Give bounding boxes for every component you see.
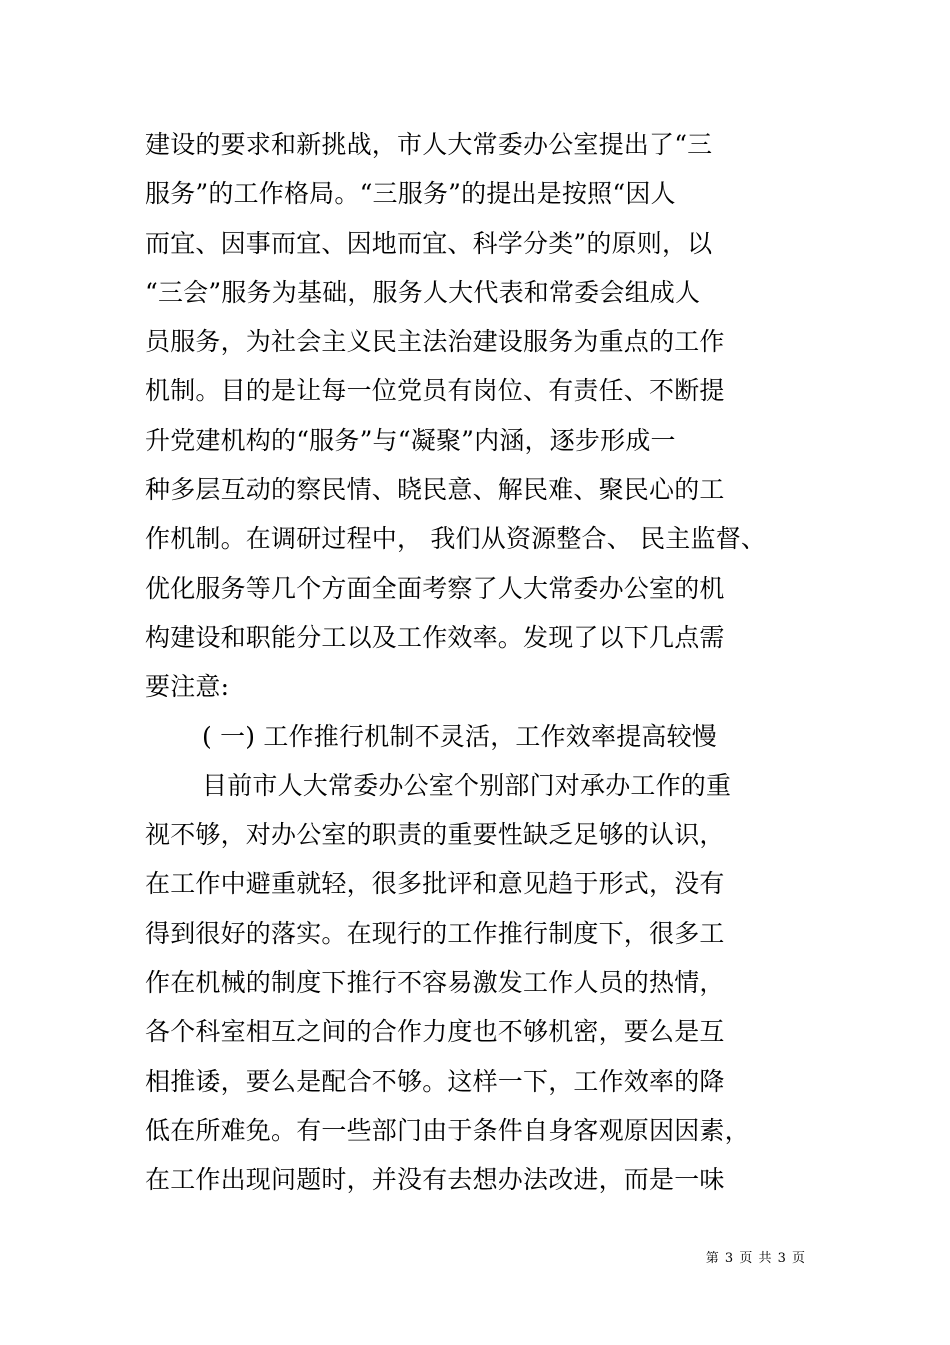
text-line: 作在机械的制度下推行不容易激发工作人员的热情，: [145, 968, 725, 998]
text-line: 员服务，为社会主义民主法治建设服务为重点的工作: [145, 327, 725, 357]
text-line: “三会”服务为基础，服务人大代表和常委会组成人: [145, 277, 701, 307]
text-line: 构建设和职能分工以及工作效率。发现了以下几点需: [145, 622, 725, 652]
section-heading: ( 一) 工作推行机制不灵活，工作效率提高较慢: [202, 721, 718, 751]
text-line: 各个科室相互之间的合作力度也不够机密，要么是互: [145, 1017, 725, 1047]
text-line: 优化服务等几个方面全面考察了人大常委办公室的机: [145, 573, 725, 603]
text-line: 相推诿，要么是配合不够。这样一下，工作效率的降: [145, 1066, 725, 1096]
text-line: 低在所难免。有一些部门由于条件自身客观原因因素，: [145, 1115, 750, 1145]
text-line: 要注意:: [145, 672, 230, 702]
text-line: 在工作出现问题时，并没有去想办法改进，而是一味: [145, 1165, 725, 1195]
text-line: 建设的要求和新挑战，市人大常委办公室提出了“三: [145, 130, 713, 159]
text-line: 服务”的工作格局。“三服务”的提出是按照“因人: [145, 179, 676, 209]
text-line: 在工作中避重就轻，很多批评和意见趋于形式，没有: [145, 869, 725, 899]
text-line: 种多层互动的察民情、晓民意、解民难、聚民心的工: [145, 475, 725, 505]
text-line: 升党建机构的“服务”与“凝聚”内涵，逐步形成一: [145, 425, 676, 455]
page-footer: [0, 1249, 806, 1269]
body-text: [145, 120, 825, 1205]
text-line: 目前市人大常委办公室个别部门对承办工作的重: [202, 770, 732, 800]
page-number: 第 3 页 共 3 页: [705, 1251, 806, 1266]
text-line: 得到很好的落实。在现行的工作推行制度下，很多工: [145, 918, 725, 948]
text-line: 视不够，对办公室的职责的重要性缺乏足够的认识，: [145, 820, 725, 850]
text-line: 而宜、因事而宜、因地而宜、科学分类”的原则，以: [145, 228, 713, 258]
text-line: 作机制。在调研过程中， 我们从资源整合、 民主监督、: [145, 524, 767, 554]
text-line: 机制。目的是让每一位党员有岗位、有责任、不断提: [145, 376, 725, 406]
